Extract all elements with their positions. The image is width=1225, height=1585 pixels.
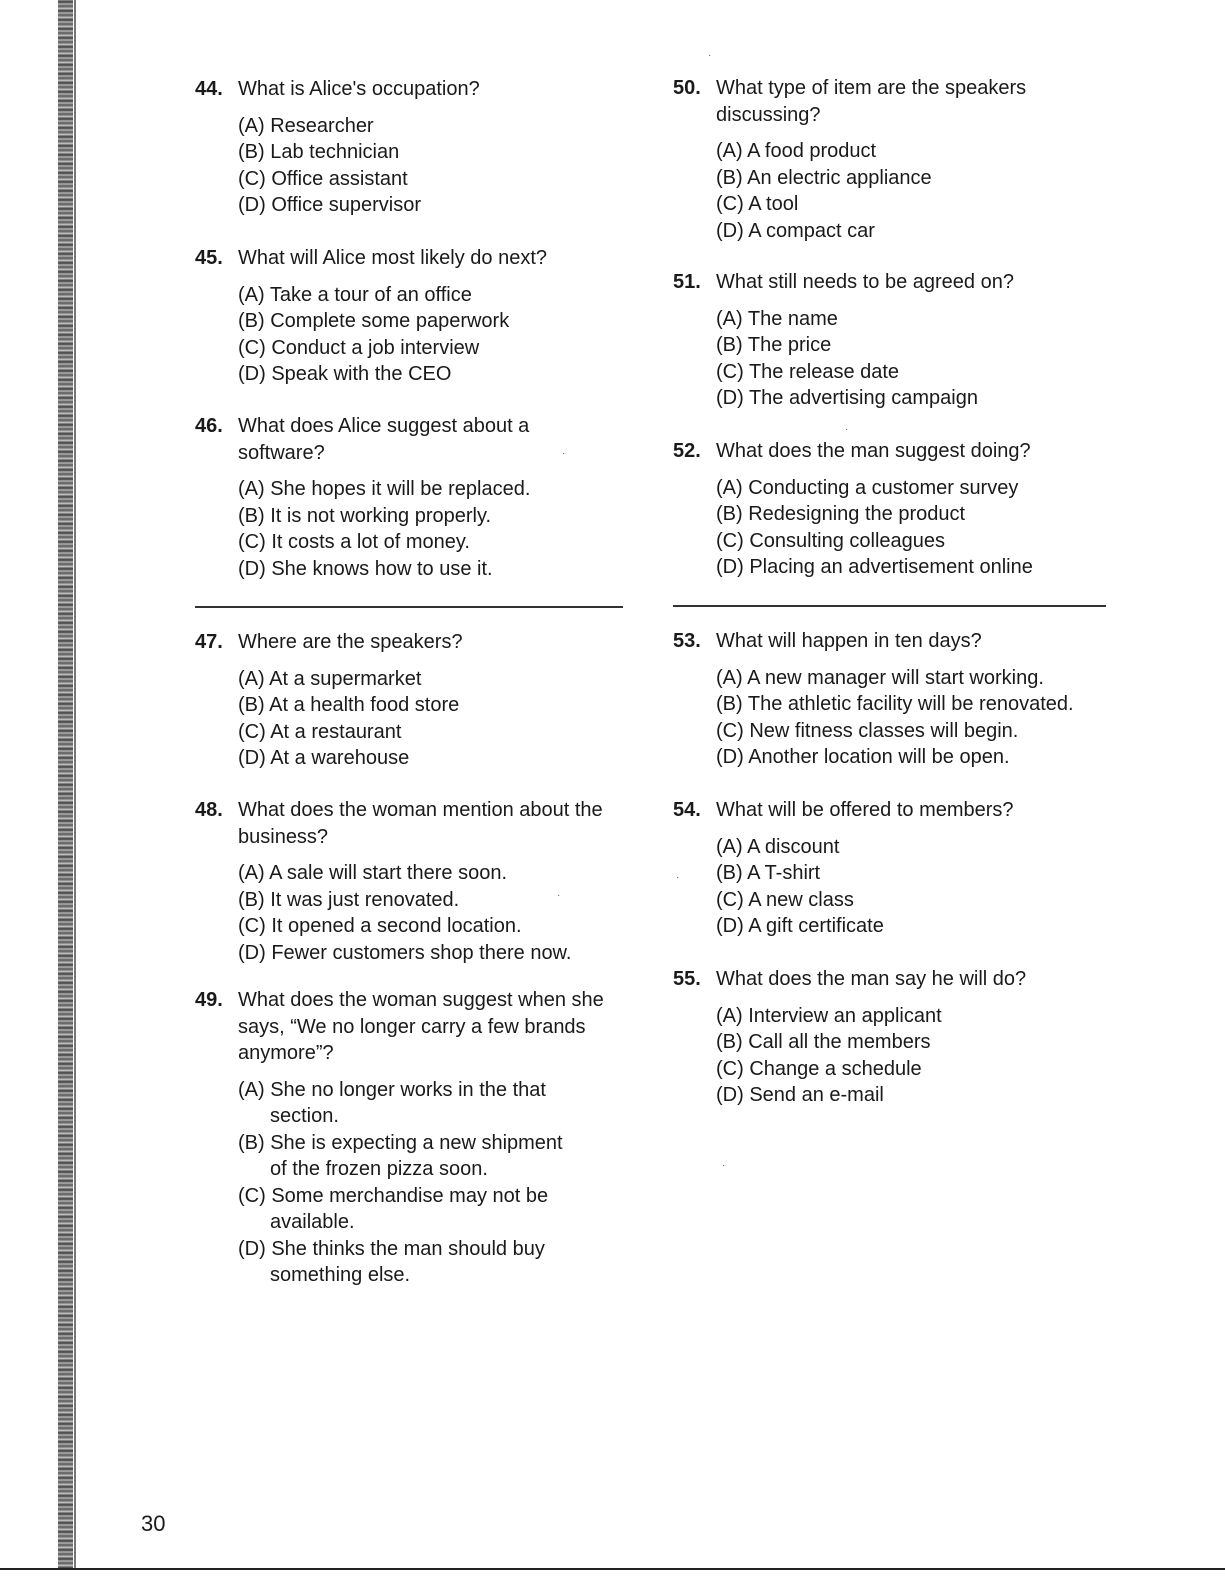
answer-options — [716, 475, 1093, 581]
answer-options — [716, 1003, 1093, 1109]
question-53 — [673, 628, 1113, 771]
answer-options — [716, 306, 1093, 412]
section-divider-left — [195, 606, 623, 608]
scan-speck: · — [708, 50, 712, 61]
binding-edge — [58, 0, 73, 1568]
option-b: (B) Lab technician — [238, 141, 400, 163]
answer-options — [238, 476, 535, 582]
option-a: (A) Take a tour of an office — [238, 283, 472, 306]
option-b: (B) It was just renovated. — [238, 888, 460, 911]
question-text: What will Alice most likely do next? — [238, 247, 548, 269]
scan-speck: · — [562, 448, 566, 459]
question-text: What will happen in ten days? — [716, 630, 982, 652]
answer-options — [238, 282, 595, 388]
question-text: What does the woman mention about the business? — [238, 799, 603, 848]
question-52 — [673, 438, 1093, 581]
option-c: (C) New fitness classes will begin. — [716, 719, 1019, 742]
option-c: (C) At a restaurant — [238, 720, 402, 743]
question-text: Where are the speakers? — [238, 631, 463, 653]
option-a: (A) At a supermarket — [238, 667, 422, 690]
option-d: (D) Another location will be open. — [716, 746, 1010, 768]
option-a: (A) Researcher — [238, 114, 374, 137]
option-b: (B) An electric appliance — [716, 166, 932, 189]
answer-options — [238, 1077, 583, 1289]
question-44 — [195, 76, 595, 219]
option-a: (A) A new manager will start working. — [716, 666, 1044, 689]
question-text: What does the woman suggest when she says, “We no longer carry a few brands anymore”? — [238, 989, 604, 1064]
question-number: 52. — [673, 440, 701, 462]
question-text: What is Alice's occupation? — [238, 78, 480, 100]
option-a: (A) A food product — [716, 140, 877, 162]
question-text: What type of item are the speakers discussing? — [716, 77, 1027, 126]
question-text: What still needs to be agreed on? — [716, 271, 1014, 293]
option-b: (B) A T-shirt — [716, 862, 821, 884]
option-a: (A) Interview an applicant — [716, 1004, 942, 1027]
bottom-rule — [0, 1568, 1225, 1570]
page-number: 30 — [141, 1511, 166, 1536]
option-b: (B) She is expecting a new shipment of the frozen pizza soon. — [238, 1131, 563, 1180]
question-47 — [195, 629, 595, 772]
option-d: (D) A compact car — [716, 219, 875, 242]
option-d: (D) She knows how to use it. — [238, 557, 493, 580]
option-c: (C) Conduct a job interview — [238, 336, 480, 359]
option-d: (D) She thinks the man should buy something else. — [238, 1237, 545, 1286]
option-b: (B) The price — [716, 334, 832, 356]
option-b: (B) Redesigning the product — [716, 503, 966, 525]
option-b: (B) Complete some paperwork — [238, 310, 510, 332]
question-number: 46. — [195, 415, 223, 437]
option-c: (C) A new class — [716, 888, 854, 911]
answer-options — [716, 834, 1093, 940]
question-number: 48. — [195, 799, 223, 821]
option-d: (D) At a warehouse — [238, 747, 410, 769]
answer-options — [716, 138, 1053, 244]
question-number: 47. — [195, 631, 223, 653]
option-a: (A) She no longer works in the that section. — [238, 1078, 546, 1127]
question-text: What will be offered to members? — [716, 799, 1014, 821]
question-number: 45. — [195, 247, 223, 269]
option-c: (C) A tool — [716, 193, 799, 215]
option-c: (C) The release date — [716, 360, 900, 383]
option-c: (C) Change a schedule — [716, 1057, 922, 1080]
question-48 — [195, 797, 630, 966]
option-d: (D) The advertising campaign — [716, 387, 978, 409]
section-divider-right — [673, 605, 1106, 607]
question-number: 50. — [673, 77, 701, 99]
question-text: What does the man say he will do? — [716, 968, 1027, 990]
option-d: (D) A gift certificate — [716, 915, 884, 937]
option-a: (A) She hopes it will be replaced. — [238, 478, 531, 500]
option-a: (A) A discount — [716, 835, 840, 858]
scan-speck: · — [845, 424, 849, 435]
answer-options — [716, 665, 1113, 771]
question-number: 49. — [195, 989, 223, 1011]
scan-speck: · — [722, 1160, 726, 1171]
question-number: 55. — [673, 968, 701, 990]
question-51 — [673, 269, 1093, 412]
question-number: 53. — [673, 630, 701, 652]
option-c: (C) Consulting colleagues — [716, 529, 946, 552]
option-d: (D) Office supervisor — [238, 194, 422, 216]
option-c: (C) Office assistant — [238, 167, 408, 190]
question-number: 44. — [195, 78, 223, 100]
scan-speck: · — [676, 872, 680, 883]
answer-options — [238, 666, 595, 772]
question-49 — [195, 987, 630, 1289]
option-d: (D) Send an e-mail — [716, 1084, 884, 1106]
option-c: (C) It opened a second location. — [238, 915, 522, 937]
option-c: (C) Some merchandise may not be available. — [238, 1184, 549, 1233]
question-45 — [195, 245, 595, 388]
question-55 — [673, 966, 1093, 1109]
question-number: 51. — [673, 271, 701, 293]
option-b: (B) The athletic facility will be renovated. — [716, 693, 1074, 715]
option-d: (D) Fewer customers shop there now. — [238, 941, 572, 964]
option-a: (A) The name — [716, 307, 838, 330]
option-b: (B) It is not working properly. — [238, 504, 492, 527]
answer-options — [238, 113, 595, 219]
scan-speck: · — [557, 890, 561, 901]
answer-options — [238, 860, 630, 966]
question-54 — [673, 797, 1093, 940]
option-a: (A) A sale will start there soon. — [238, 862, 508, 884]
question-number: 54. — [673, 799, 701, 821]
binding-line — [74, 0, 76, 1568]
option-a: (A) Conducting a customer survey — [716, 476, 1019, 499]
option-d: (D) Speak with the CEO — [238, 363, 452, 385]
question-46 — [195, 413, 535, 582]
question-text: What does the man suggest doing? — [716, 440, 1031, 462]
question-50 — [673, 75, 1053, 244]
question-text: What does Alice suggest about a software? — [238, 415, 530, 464]
option-d: (D) Placing an advertisement online — [716, 556, 1033, 578]
option-c: (C) It costs a lot of money. — [238, 531, 470, 553]
option-b: (B) At a health food store — [238, 694, 460, 716]
option-b: (B) Call all the members — [716, 1031, 931, 1053]
